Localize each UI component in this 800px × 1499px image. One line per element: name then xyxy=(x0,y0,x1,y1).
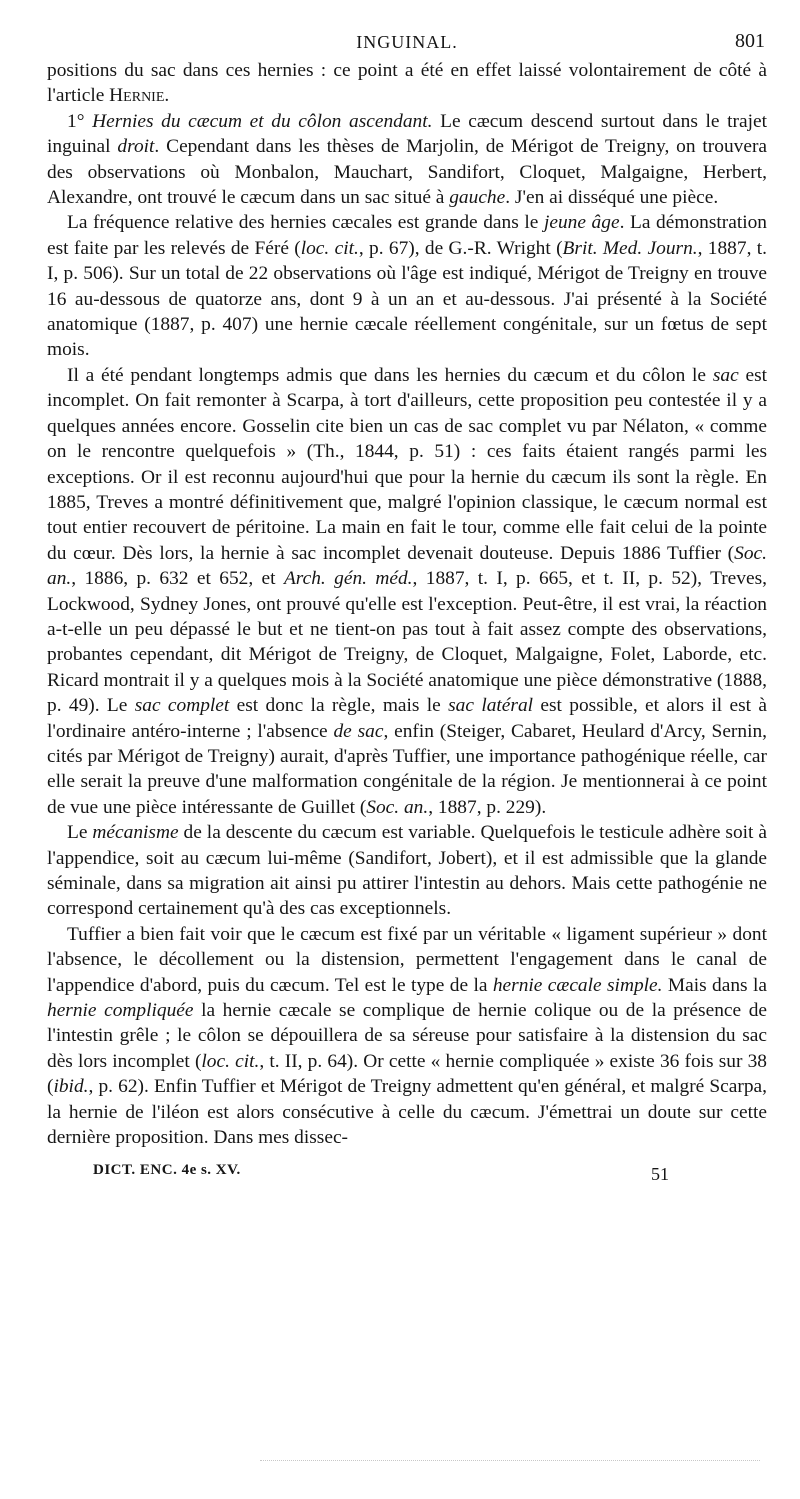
italic-text: mécanisme xyxy=(92,822,179,844)
italic-text: droit xyxy=(117,136,155,158)
paragraph xyxy=(47,363,767,820)
running-title: INGUINAL. xyxy=(356,32,458,52)
text-run: . La démonstration est faite par les relevés de Féré ( xyxy=(47,212,767,259)
paragraph xyxy=(47,58,767,109)
body-text xyxy=(47,58,767,1150)
italic-text: Soc. an. xyxy=(366,796,429,818)
italic-text: Arch. gén. méd. xyxy=(283,568,413,590)
paragraph xyxy=(47,210,767,362)
small-caps-text: Hernie xyxy=(109,85,165,107)
printer-signature: DICT. ENC. 4e s. XV. xyxy=(93,1162,241,1179)
text-run: la hernie cæcale se complique de hernie colique ou de la présence de l'intestin grêle ; le côlon se dépouillera de sa séreuse pour satisfaire à la distension du sac dès lors incomplet ( xyxy=(47,1000,767,1072)
text-run: , 1887, t. I, p. 506). Sur un total de 22 observations où l'âge est indiqué, Mérigot de Treigny en trouve 16 au-dessous de quatorze ans, dont 9 à un an et au-dessous. J'ai présenté à la Société anatomique (1887, p. 407) une hernie cæcale réellement congénitale, sur un fœtus de sept mois. xyxy=(47,237,767,361)
text-run: , 1887, p. 229). xyxy=(428,796,547,818)
italic-text: jeune âge xyxy=(543,212,620,234)
text-run: , p. 67), de G.-R. Wright ( xyxy=(358,237,563,259)
italic-text: ibid. xyxy=(53,1076,89,1098)
text-run: Tuffier a bien fait voir que le cæcum est fixé par un véritable « ligament supérieur » dont l'absence, le décollement ou la distension, permettent l'engagement dans le canal de l'appendice d'abord, puis du cæcum. Tel est le type de la xyxy=(47,923,767,996)
text-run: , t. II, p. 64). Or cette « hernie compliquée » existe 36 fois sur 38 ( xyxy=(47,1050,767,1098)
italic-text: sac xyxy=(712,364,739,386)
page-number: 801 xyxy=(735,30,765,52)
italic-text: hernie compliquée xyxy=(47,1000,194,1022)
text-run: positions du sac dans ces hernies : ce point a été en effet laissé volontairement de côté à l'article xyxy=(47,60,767,107)
italic-text: loc. cit. xyxy=(201,1050,260,1072)
signature-number: 51 xyxy=(651,1164,669,1185)
text-run: est possible, et alors il est à l'ordinaire antéro-interne ; l'absence xyxy=(47,695,767,742)
text-run: 1° xyxy=(67,110,93,132)
text-run: . J'en ai disséqué une pièce. xyxy=(505,187,719,209)
italic-text: Brit. Med. Journ. xyxy=(562,237,698,259)
text-run: , 1887, t. I, p. 665, et t. II, p. 52), Treves, Lockwood, Sydney Jones, ont prouvé qu'elle est l'exception. Peut-être, il est vrai, la réaction a-t-elle un peu dépassé le but et ne tient-on pas tout à fait assez compte des observations, probantes cependant, dit Mérigot de Treigny, de Cloquet, Malgaigne, Folet, Laborde, etc. Ricard montrait il y a quelques mois à la Société anatomique une pièce démonstrative (1888, p. 49). Le xyxy=(47,568,767,717)
text-run: La fréquence relative des hernies cæcales est grande dans le xyxy=(67,212,544,234)
italic-text: sac complet xyxy=(134,695,230,717)
text-run: Le xyxy=(67,822,93,844)
text-run: de la descente du cæcum est variable. Quelquefois le testicule adhère soit à l'appendice, soit au cæcum lui-même (Sandifort, Jobert), et il est admissible que la glande séminale, dans sa migration ait ainsi pu attirer l'intestin au dehors. Mais cette pathogénie ne correspond certainement qu'à des cas exceptionnels. xyxy=(47,822,767,920)
italic-text: loc. cit. xyxy=(300,237,359,259)
bleed-through-mark xyxy=(260,1460,760,1463)
paragraph xyxy=(47,820,767,922)
text-run: . xyxy=(164,85,170,107)
page-footer xyxy=(47,1162,767,1192)
italic-text: de sac xyxy=(333,720,384,742)
text-run: , 1886, p. 632 et 652, et xyxy=(71,568,284,590)
text-run: Mais dans la xyxy=(662,974,767,996)
text-run: est donc la règle, mais le xyxy=(229,695,449,717)
paragraph xyxy=(47,109,767,211)
page-header xyxy=(47,30,767,58)
italic-text: hernie cæcale simple. xyxy=(492,974,663,996)
page xyxy=(47,30,767,1192)
italic-text: Hernies du cæcum et du côlon ascendant. xyxy=(92,110,433,132)
text-run: , p. 62). Enfin Tuffier et Mérigot de Treigny admettent qu'en général, et malgré Scarpa, la hernie de l'iléon est alors consécutive à celle du cæcum. J'émettrai un doute sur cette dernière proposition. Dans mes dissec- xyxy=(47,1076,767,1149)
text-run: est incomplet. On fait remonter à Scarpa, à tort d'ailleurs, cette proposition peu contestée il y a quelques années encore. Gosselin cite bien un cas de sac complet vu par Nélaton, « comme on le rencontre quelquefois » (Th., 1844, p. 51) : ces faits étaient rangés parmi les exceptions. Or il est reconnu aujourd'hui que pour la hernie du cæcum ils sont la règle. En 1885, Treves a montré définitivement que, malgré l'opinion classique, le cæcum normal est tout entier recouvert de péritoine. La main en fait le tour, comme elle fait celui de la pointe du cœur. Dès lors, la hernie à sac incomplet devenait douteuse. Depuis 1886 Tuffier ( xyxy=(47,364,768,564)
text-run: Le cæcum descend surtout dans le trajet inguinal xyxy=(47,110,767,158)
italic-text: gauche xyxy=(449,187,506,209)
italic-text: sac latéral xyxy=(448,695,534,717)
paragraph xyxy=(47,922,767,1151)
italic-text: Soc. an. xyxy=(47,542,767,590)
text-run: . Cependant dans les thèses de Marjolin, de Mérigot de Treigny, on trouvera des observations où Monbalon, Mauchart, Sandifort, Cloquet, Malgaigne, Herbert, Alexandre, ont trouvé le cæcum dans un sac situé à xyxy=(47,136,768,209)
text-run: , enfin (Steiger, Cabaret, Heulard d'Arcy, Sernin, cités par Mérigot de Treigny) aurait, d'après Tuffier, une importance pathogénique réelle, car elle serait la preuve d'une malformation congénitale de la région. Je mentionnerai à ce point de vue une pièce intéressante de Guillet ( xyxy=(47,720,768,818)
text-run: Il a été pendant longtemps admis que dans les hernies du cæcum et du côlon le xyxy=(67,364,713,386)
